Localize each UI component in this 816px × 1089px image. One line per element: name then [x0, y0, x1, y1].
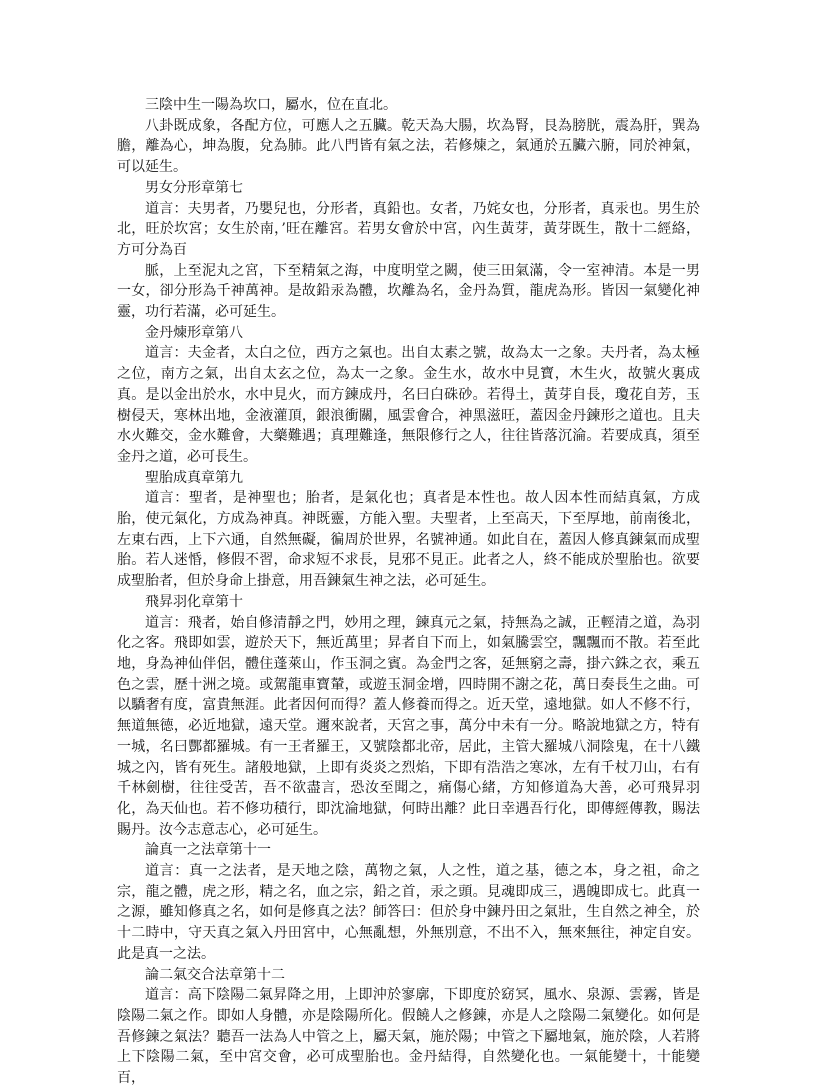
- paragraph: 道言：聖者，是神聖也；胎者，是氣化也；真者是本性也。故人因本性而結真氣，方成胎，使元氣化，方成為神真。神既靈，方能入聖。夫聖者，上至高天，下至厚地，前南後北，左東右西，上下六通，自然無礙，徧周於世界，名號神通。如此自在，蓋因人修真鍊氣而成聖胎。若人迷惛，修假不習，命求短不求長，見邪不見正。此者之人，終不能成於聖胎也。欲要成聖胎者，但於身命上掛意，用吾鍊氣生神之法，必可延生。: [117, 490, 700, 590]
- chapter-heading: 飛昇羽化章第十: [145, 593, 243, 610]
- document-page: [117, 95, 700, 1089]
- paragraph: 脈，上至泥丸之宮，下至精氣之海，中度明堂之闕，使三田氣滿，令一室神清。本是一男一女，卻分形為千神萬神。是故鉛汞為體，坎離為名，金丹為質，龍虎為形。皆因一氣變化神靈，功行若滿，必可延生。: [117, 262, 700, 321]
- paragraph: 道言：高下陰陽二氣昇降之用，上即沖於寥廓，下即度於窈冥，風水、泉源、雲霧，皆是陰陽二氣之作。即如人身體，亦是陰陽所化。假饒人之修鍊，亦是人之陰陽二氣變化。如何是吾修鍊之氣法？聽吾一法為人中管之上，屬天氣，施於陽；中管之下屬地氣，施於陰，人若將上下陰陽二氣，至中宮交會，必可成聖胎也。金丹結得，自然變化也。一氣能變十，十能變百，: [117, 987, 700, 1087]
- paragraph: 道言：真一之法者，是天地之陰，萬物之氣，人之性，道之基，德之本，身之祖，命之宗，龍之體，虎之形，精之名，血之宗，鉛之首，汞之頭。見魂即成三，遇魄即成七。此真一之源，雖知修真之名，如何是修真之法？師答曰：但於身中鍊丹田之氣壯，生自然之神全，於十二時中，守天真之氣入丹田宮中，心無亂想，外無別意，不出不入，無來無往，神定自安。此是真一之法。: [117, 863, 700, 962]
- paragraph: 三陰中生一陽為坎口，屬水，位在直北。: [145, 97, 397, 113]
- chapter-heading: 論真一之法章第十一: [145, 842, 271, 859]
- paragraph: 道言：飛者，始自修清靜之門，妙用之理，鍊真元之氣，持無為之誠，正輕清之道，為羽化之客。飛即如雲，遊於天下，無近萬里；昇者自下而上，如氣騰雲空，飄飄而不散。若至此地，身為神仙伴侶，體住蓬萊山，作玉洞之賓。為金門之客，延無窮之壽，掛六銖之衣，乘五色之雲，歷十洲之境。或駕龍車寶輦，或遊玉洞金增，四時開不謝之花，萬日奏長生之曲。可以驕奢有度，富貴無涯。此者因何而得？蓋人修養而得之。近天堂，遠地獄。如人不修不行，無道無德，必近地獄，遠天堂。邇來說者，天宮之事，萬分中未有一分。略說地獄之方，特有一城，名曰酆都羅城。有一王者羅王，又號陰都北帝，居此，主管大羅城八洞陰鬼，在十八鐵城之內，皆有死生。諸般地獄，上即有炎炎之烈焰，下即有浩浩之寒冰，左有千杖刀山，右有千林劍樹，往往受苦，吾不欲盡言，恐汝至聞之，痛傷心緒，方知修道為大善，必可飛昇羽化，為天仙也。若不修功積行，即沈淪地獄，何時出離？此日幸遇吾行化，即傳經傳教，賜法賜丹。汝今志意志心，必可延生。: [117, 614, 700, 838]
- chapter-heading: 聖胎成真章第九: [145, 469, 243, 486]
- paragraph: 道言：夫男者，乃嬰兒也，分形者，真鉛也。女者，乃姹女也，分形者，真汞也。男生於北，旺於坎宮；女生於南，’旺在離宮。若男女會於中宮，內生黃芽，黃芽既生，散十二經絡，方可分為百: [117, 200, 700, 258]
- paragraph: 八卦既成象，各配方位，可應人之五臟。乾天為大腸，坎為腎，艮為膀胱，震為肝，巽為膽，離為心，坤為腹，兌為肺。此八門皆有氣之法，若修煉之，氣通於五臟六腑，同於神氣，可以延生。: [117, 117, 700, 176]
- chapter-heading: 論二氣交合法章第十二: [145, 966, 285, 983]
- chapter-heading: 男女分形章第七: [145, 179, 243, 196]
- chapter-heading: 金丹煉形章第八: [145, 324, 243, 341]
- paragraph: 道言：夫金者，太白之位，西方之氣也。出自太素之號，故為太一之象。夫丹者，為太極之位，南方之氣，出自太玄之位，為太一之象。金生水，故水中見寶，木生火，故號火裏成真。是以金出於水，水中見火，而方鍊成丹，名曰白硃砂。若得土，黃芽自長，瓊花自芳，玉樹侵天，寒林出地，金液灌頂，銀浪衝關，風雲會合，神黑滋旺，蓋因金丹鍊形之道也。且夫水火難交，金水難會，大藥難遇；真理難逢，無限修行之人，往往皆落沉淪。若要成真，須至金丹之道，必可長生。: [117, 345, 700, 465]
